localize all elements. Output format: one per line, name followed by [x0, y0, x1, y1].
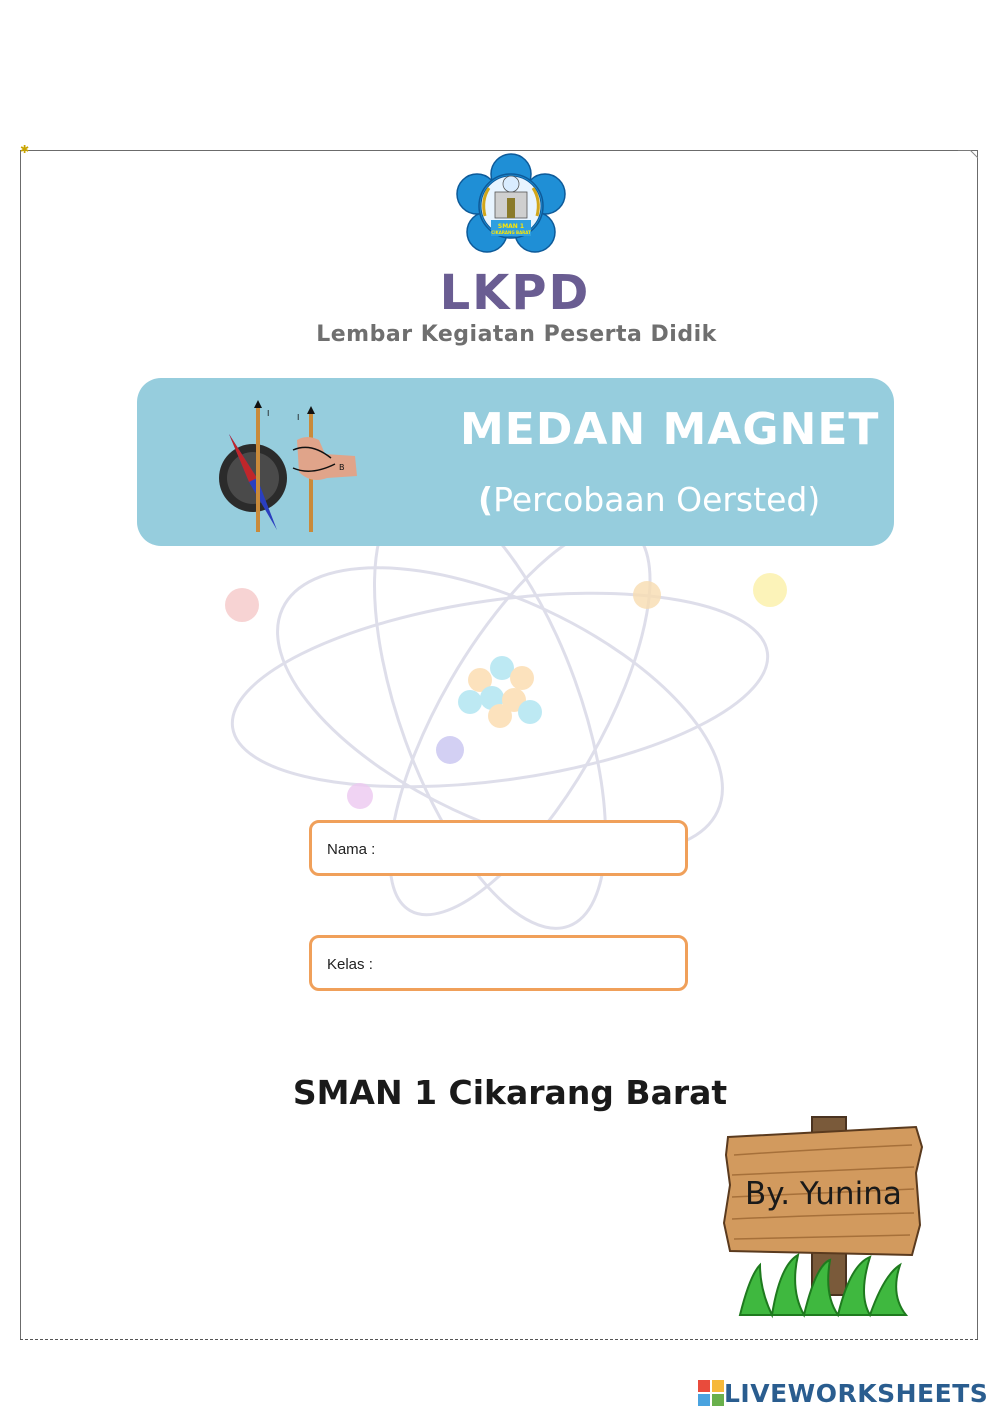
- liveworksheets-watermark[interactable]: [698, 1378, 988, 1408]
- school-name: SMAN 1 Cikarang Barat: [292, 1073, 728, 1112]
- page-fold-icon: [958, 150, 978, 162]
- watermark-text: LIVEWORKSHEETS: [724, 1378, 989, 1408]
- banner-subtitle-text: Percobaan Oersted): [493, 480, 821, 519]
- liveworksheets-logo-icon: [698, 1380, 724, 1406]
- nama-field[interactable]: [309, 820, 688, 876]
- page-subtitle: Lembar Kegiatan Peserta Didik: [316, 322, 717, 347]
- logo-text-line2: CIKARANG BARAT: [491, 230, 531, 235]
- kelas-label: Kelas :: [327, 956, 373, 973]
- banner-subtitle-open-paren: (: [478, 480, 494, 519]
- kelas-field[interactable]: [309, 935, 688, 991]
- svg-text:I: I: [267, 409, 270, 418]
- author-credit: By. Yunina: [745, 1176, 902, 1212]
- page-frame-bottom-line: [20, 1339, 978, 1340]
- page-title: LKPD: [439, 265, 591, 321]
- svg-text:B: B: [339, 463, 345, 472]
- banner-title: MEDAN MAGNET: [460, 404, 880, 455]
- logo-text-line1: SMAN 1: [497, 223, 525, 230]
- right-hand-rule-illustration: [215, 398, 365, 536]
- school-logo: [455, 152, 567, 260]
- nama-label: Nama :: [327, 841, 376, 858]
- wooden-signpost-illustration: [720, 1115, 930, 1320]
- svg-text:I: I: [297, 413, 300, 422]
- anchor-icon: ✱: [20, 143, 30, 156]
- banner-subtitle: [478, 480, 820, 519]
